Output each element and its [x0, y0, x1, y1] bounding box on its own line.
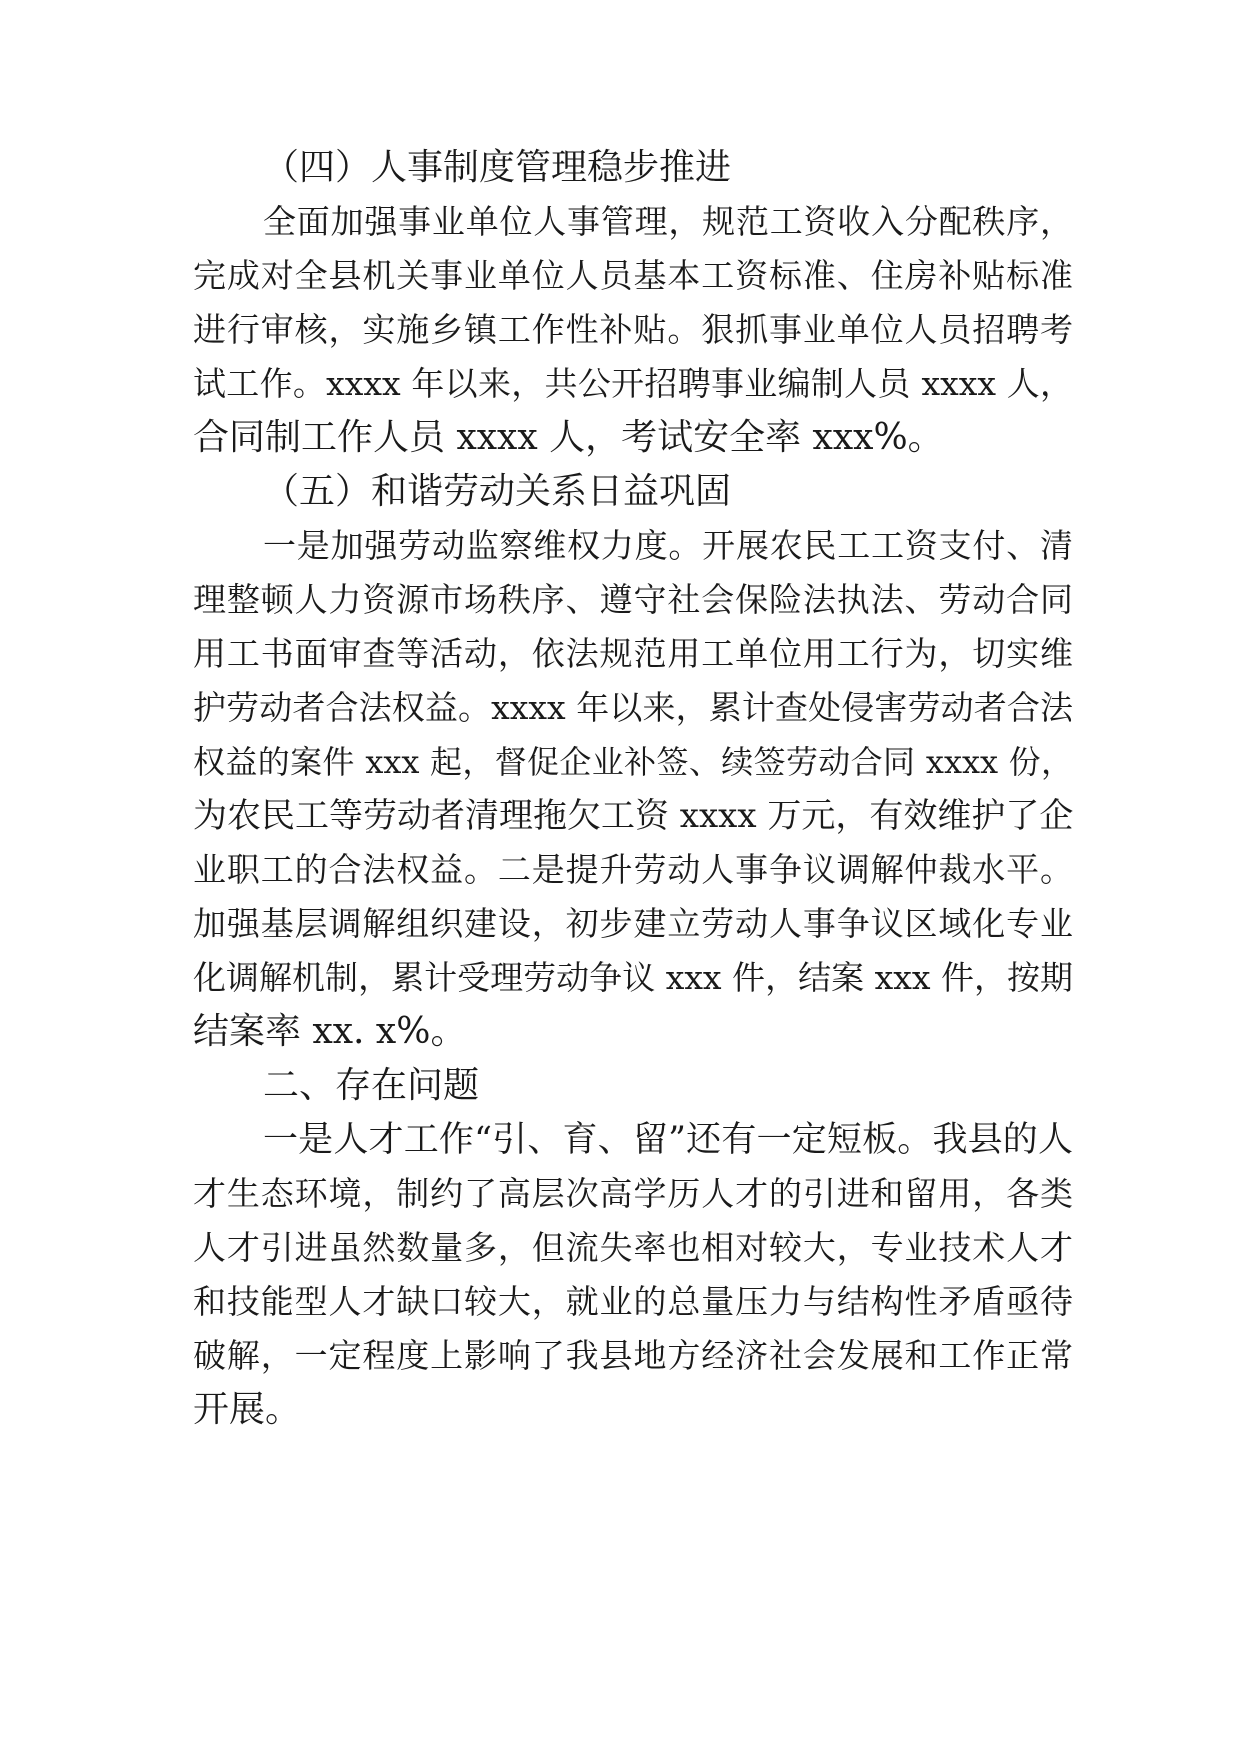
paragraph-line: 一是加强劳动监察维权力度。开展农民工工资支付、清	[263, 526, 1073, 565]
paragraph-line: 一是人才工作“引、育、留”还有一定短板。我县的人	[263, 1120, 1073, 1160]
paragraph-line: 结案率 xx. x%。	[193, 1011, 467, 1052]
paragraph-line: 加强基层调解组织建设，初步建立劳动人事争议区域化专业	[193, 904, 1073, 943]
paragraph-line: 护劳动者合法权益。xxxx 年以来，累计查处侵害劳动者合法	[193, 688, 1073, 727]
paragraph-line: 业职工的合法权益。二是提升劳动人事争议调解仲裁水平。	[193, 850, 1073, 889]
paragraph-line: 才生态环境，制约了高层次高学历人才的引进和留用，各类	[193, 1174, 1073, 1213]
paragraph-line: 完成对全县机关事业单位人员基本工资标准、住房补贴标准	[193, 256, 1073, 295]
paragraph-line: 和技能型人才缺口较大，就业的总量压力与结构性矛盾亟待	[193, 1282, 1073, 1321]
paragraph-line: 全面加强事业单位人事管理，规范工资收入分配秩序，	[263, 202, 1073, 241]
paragraph-line: 合同制工作人员 xxxx 人，考试安全率 xxx%。	[193, 417, 944, 458]
section-heading-four: （四）人事制度管理稳步推进	[263, 147, 732, 188]
paragraph-line: 用工书面审查等活动，依法规范用工单位用工行为，切实维	[193, 634, 1073, 673]
paragraph-line: 为农民工等劳动者清理拖欠工资 xxxx 万元，有效维护了企	[193, 796, 1074, 836]
paragraph-line: 权益的案件 xxx 起，督促企业补签、续签劳动合同 xxxx 份，	[193, 743, 1073, 781]
paragraph-line: 人才引进虽然数量多，但流失率也相对较大，专业技术人才	[193, 1228, 1073, 1267]
paragraph-line: 进行审核，实施乡镇工作性补贴。狠抓事业单位人员招聘考	[193, 310, 1073, 349]
paragraph-line: 破解，一定程度上影响了我县地方经济社会发展和工作正常	[193, 1336, 1073, 1375]
section-heading-five: （五）和谐劳动关系日益巩固	[263, 471, 732, 512]
paragraph-line: 理整顿人力资源市场秩序、遵守社会保险法执法、劳动合同	[193, 580, 1073, 619]
paragraph-line: 化调解机制，累计受理劳动争议 xxx 件，结案 xxx 件，按期	[193, 958, 1073, 997]
paragraph-line: 试工作。xxxx 年以来，共公开招聘事业编制人员 xxxx 人，	[193, 364, 1073, 403]
section-heading-problems: 二、存在问题	[263, 1065, 480, 1106]
paragraph-line: 开展。	[193, 1389, 302, 1430]
